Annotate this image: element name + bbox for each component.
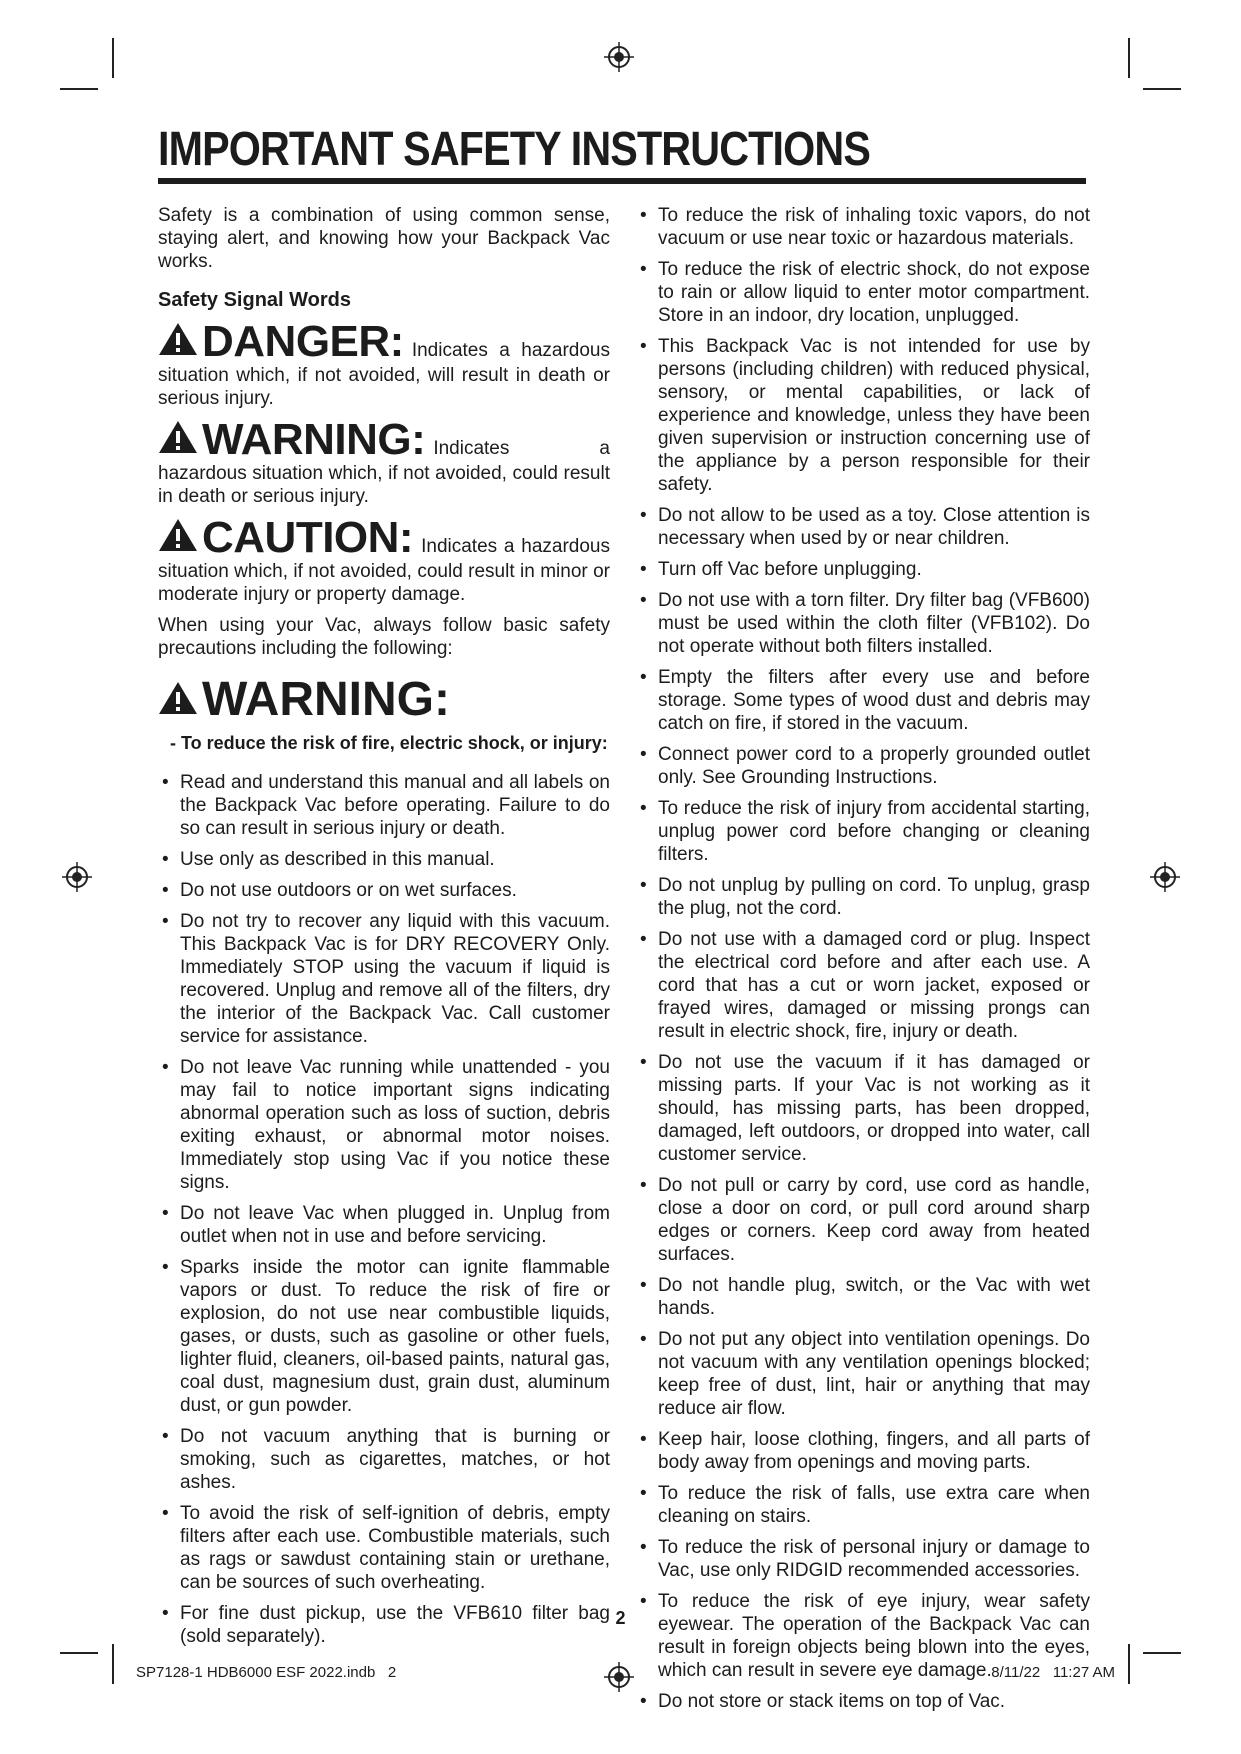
crop-mark: [1128, 1644, 1130, 1684]
list-item: • To reduce the risk of electric shock, do not expose to rain or allow liquid to enter motor compartment. Store in an indoor, dry location, unplugged.: [636, 258, 1090, 327]
warning-triangle-icon: [158, 420, 198, 454]
list-item: • Do not allow to be used as a toy. Close attention is necessary when used by or near children.: [636, 504, 1090, 550]
list-item: • To avoid the risk of self-ignition of debris, empty filters after each use. Combustible materials, such as rags or sawdust containing stain or urethane, can be sources of such overheating.: [158, 1502, 610, 1594]
warning-subheading: - To reduce the risk of fire, electric shock, or injury:: [170, 733, 608, 753]
list-item: • To reduce the risk of inhaling toxic vapors, do not vacuum or use near toxic or hazardous materials.: [636, 204, 1090, 250]
page-number: 2: [615, 1608, 626, 1628]
signal-words-heading: Safety Signal Words: [158, 289, 352, 311]
crop-mark: [112, 38, 114, 78]
registration-mark-icon: [1150, 862, 1180, 892]
list-item: • Do not put any object into ventilation openings. Do not vacuum with any ventilation openings blocked; keep free of dust, lint, hair or anything that may reduce air flow.: [636, 1328, 1090, 1420]
caution-signal: [158, 513, 610, 606]
list-item: • Use only as described in this manual.: [158, 848, 610, 871]
registration-mark-icon: [62, 862, 92, 892]
warning-label: WARNING:: [202, 415, 426, 464]
crop-mark: [1143, 88, 1181, 90]
crop-mark: [112, 1644, 114, 1684]
list-item: • To reduce the risk of injury from accidental starting, unplug power cord before changing or cleaning filters.: [636, 797, 1090, 866]
warning-triangle-icon: [158, 681, 198, 715]
registration-mark-icon: [604, 42, 634, 72]
right-bullet-list: [636, 204, 1090, 1713]
list-item: • For fine dust pickup, use the VFB610 filter bag (sold separately).: [158, 1602, 610, 1648]
right-column: [636, 204, 1090, 1721]
warning-heading: [158, 674, 610, 726]
warning-triangle-icon: [158, 518, 198, 552]
crop-mark: [1143, 1652, 1181, 1654]
danger-label: DANGER:: [202, 317, 404, 366]
left-bullet-list: [158, 771, 610, 1648]
list-item: • Do not use the vacuum if it has damaged or missing parts. If your Vac is not working as it should, has missing parts, has been dropped, damaged, left outdoors, or dropped into water, call customer service.: [636, 1051, 1090, 1166]
registration-mark-icon: [604, 1662, 634, 1692]
page-title: IMPORTANT SAFETY INSTRUCTIONS: [158, 123, 870, 176]
caution-description: Indicates a hazardous situation which, if not avoided, could result in minor or moderate injury or property damage.: [158, 536, 610, 605]
list-item: • Do not handle plug, switch, or the Vac with wet hands.: [636, 1274, 1090, 1320]
list-item: • Connect power cord to a properly grounded outlet only. See Grounding Instructions.: [636, 743, 1090, 789]
list-item: • Do not vacuum anything that is burning or smoking, such as cigarettes, matches, or hot ashes.: [158, 1425, 610, 1494]
list-item: • Sparks inside the motor can ignite flammable vapors or dust. To reduce the risk of fire or explosion, do not use near combustible liquids, gases, or dusts, such as gasoline or other fuels, lighter fluid, cleaners, oil-based paints, natural gas, coal dust, magnesium dust, grain dust, aluminum dust, or gun powder.: [158, 1256, 610, 1417]
list-item: • Keep hair, loose clothing, fingers, and all parts of body away from openings and moving parts.: [636, 1428, 1090, 1474]
crop-mark: [60, 88, 98, 90]
crop-mark: [60, 1652, 98, 1654]
caution-label: CAUTION:: [202, 513, 414, 562]
list-item: • Do not use with a torn filter. Dry filter bag (VFB600) must be used within the cloth filter (VFB102). Do not operate without both filters installed.: [636, 589, 1090, 658]
list-item: • Do not unplug by pulling on cord. To unplug, grasp the plug, not the cord.: [636, 874, 1090, 920]
list-item: • Do not pull or carry by cord, use cord as handle, close a door on cord, or pull cord around sharp edges or corners. Keep cord away from heated surfaces.: [636, 1174, 1090, 1266]
intro-text: Safety is a combination of using common sense, staying alert, and knowing how your Backpack Vac works.: [158, 205, 610, 272]
footer-file-info: SP7128-1 HDB6000 ESF 2022.indb 2: [136, 1664, 397, 1681]
footer-timestamp: 8/11/22 11:27 AM: [991, 1664, 1115, 1681]
list-item: • Do not leave Vac when plugged in. Unplug from outlet when not in use and before servicing.: [158, 1202, 610, 1248]
list-item: • To reduce the risk of personal injury or damage to Vac, use only RIDGID recommended accessories.: [636, 1536, 1090, 1582]
warning-description: Indicates a hazardous situation which, if not avoided, could result in death or serious injury.: [158, 438, 610, 507]
precautions-intro: When using your Vac, always follow basic safety precautions including the following:: [158, 615, 610, 659]
crop-mark: [1128, 38, 1130, 78]
list-item: • Do not leave Vac running while unattended - you may fail to notice important signs indicating abnormal operation such as loss of suction, debris exiting exhaust, or abnormal motor noises. Immediately stop using Vac if you notice these signs.: [158, 1056, 610, 1194]
danger-description: Indicates a hazardous situation which, if not avoided, will result in death or serious injury.: [158, 340, 610, 409]
list-item: • To reduce the risk of eye injury, wear safety eyewear. The operation of the Backpack Vac can result in foreign objects being blown into the eyes, which can result in severe eye damage.: [636, 1590, 1090, 1682]
title-underline: [158, 178, 1086, 184]
warning-heading-label: WARNING:: [202, 673, 450, 726]
danger-signal: [158, 317, 610, 410]
warning-triangle-icon: [158, 322, 198, 356]
list-item: • Turn off Vac before unplugging.: [636, 558, 1090, 581]
list-item: • This Backpack Vac is not intended for use by persons (including children) with reduced physical, sensory, or mental capabilities, or lack of experience and knowledge, unless they have been given supervision or instruction concerning use of the appliance by a person responsible for their safety.: [636, 335, 1090, 496]
list-item: • Empty the filters after every use and before storage. Some types of wood dust and debris may catch on fire, if stored in the vacuum.: [636, 666, 1090, 735]
list-item: • Read and understand this manual and all labels on the Backpack Vac before operating. Failure to do so can result in serious injury or death.: [158, 771, 610, 840]
list-item: • Do not store or stack items on top of Vac.: [636, 1690, 1090, 1713]
list-item: • Do not use outdoors or on wet surfaces.: [158, 879, 610, 902]
warning-signal: [158, 415, 610, 508]
list-item: • Do not try to recover any liquid with this vacuum. This Backpack Vac is for DRY RECOVERY Only. Immediately STOP using the vacuum if liquid is recovered. Unplug and remove all of the filters, dry the interior of the Backpack Vac. Call customer service for assistance.: [158, 910, 610, 1048]
list-item: • To reduce the risk of falls, use extra care when cleaning on stairs.: [636, 1482, 1090, 1528]
left-column: [158, 204, 610, 1656]
list-item: • Do not use with a damaged cord or plug. Inspect the electrical cord before and after each use. A cord that has a cut or worn jacket, exposed or frayed wires, damaged or missing prongs can result in electric shock, fire, injury or death.: [636, 928, 1090, 1043]
